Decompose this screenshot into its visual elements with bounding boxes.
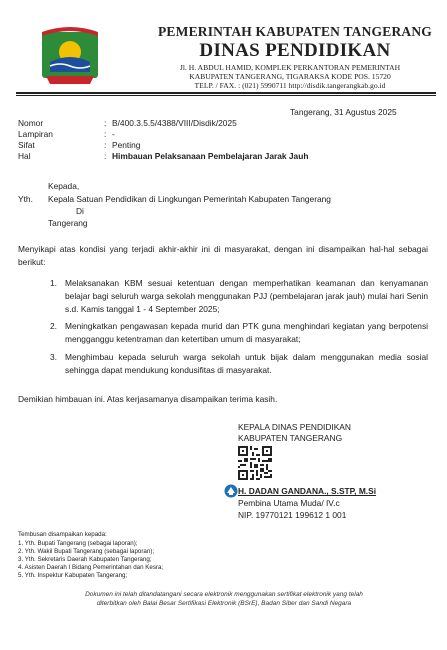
qr-code xyxy=(238,446,272,480)
meta-value-lampiran: - xyxy=(112,129,115,139)
meta-value-sifat: Penting xyxy=(112,140,141,150)
meta-label-lampiran: Lampiran xyxy=(18,129,53,139)
meta-label-hal: Hal xyxy=(18,151,31,161)
meta-colon: : xyxy=(104,118,107,128)
list-item-number: 2. xyxy=(50,321,57,331)
recipient-place: Tangerang xyxy=(48,218,88,228)
regency-emblem xyxy=(40,22,100,86)
recipient-yth: Yth. xyxy=(18,194,33,204)
recipient-name: Kepala Satuan Pendidikan di Lingkungan Pemerintah Kabupaten Tangerang xyxy=(48,194,331,204)
signature-name: H. DADAN GANDANA., S.STP, M.Si xyxy=(238,486,377,496)
signature-nip: NIP. 19770121 199612 1 001 xyxy=(238,510,347,520)
kop-address-line-2: KABUPATEN TANGERANG, TIGARAKSA KODE POS. 15720 xyxy=(189,72,391,81)
cc-item: 1. Yth. Bupati Tangerang (sebagai laporan); xyxy=(18,540,138,547)
recipient-kepada: Kepada, xyxy=(48,181,80,191)
list-item-text: Menghimbau kepada seluruh warga sekolah untuk bijak dalam menggunakan media sosial sehingga dapat mendukung kondusifitas di masyarakat. xyxy=(65,352,428,375)
e-signature-notice-line-2: diterbitkan oleh Balai Besar Sertifikasi Elektronik (BSrE), Badan Siber dan Sandi Negara xyxy=(96,600,352,607)
e-signature-notice xyxy=(20,590,428,608)
kop-contact: TELP. / FAX. : (021) 5990711 http://disdik.tangerangkab.go.id xyxy=(194,81,386,90)
meta-colon: : xyxy=(104,140,107,150)
signature-title-2: KABUPATEN TANGERANG xyxy=(238,433,343,443)
closing-paragraph: Demikian himbauan ini. Atas kerjasamanya disampaikan terima kasih. xyxy=(18,394,278,404)
cc-heading: Tembusan disampaikan kepada: xyxy=(18,531,107,538)
e-signature-notice-line-1: Dokumen ini telah ditandatangani secara elektronik menggunakan sertifikat elektronik yang telah xyxy=(85,591,363,598)
cc-item: 3. Yth. Sekretaris Daerah Kabupaten Tangerang; xyxy=(18,556,152,563)
cc-item: 4. Asisten Daerah I Bidang Pemerintahan dan Kesra; xyxy=(18,564,164,571)
cc-item: 5. Yth. Inspektur Kabupaten Tangerang; xyxy=(18,572,128,579)
recipient-di: Di xyxy=(76,206,84,216)
meta-value-hal: Himbauan Pelaksanaan Pembelajaran Jarak Jauh xyxy=(112,151,309,161)
kop-government-name: PEMERINTAH KABUPATEN TANGERANG xyxy=(157,24,433,39)
intro-paragraph: Menyikapi atas kondisi yang terjadi akhir-akhir ini di masyarakat, dengan ini disampaikan hal-hal sebagai berikut: xyxy=(18,244,428,267)
cc-item: 2. Yth. Wakil Bupati Tangerang (sebagai laporan); xyxy=(18,548,155,555)
signature-title-1: KEPALA DINAS PENDIDIKAN xyxy=(238,422,351,432)
list-item-number: 3. xyxy=(50,352,57,362)
list-item-2 xyxy=(20,320,428,346)
list-item-1 xyxy=(20,277,428,316)
meta-label-nomor: Nomor xyxy=(18,118,44,128)
list-item-text: Melaksanakan KBM sesuai ketentuan dengan memperhatikan keamanan dan kenyamanan belajar bagi seluruh warga sekolah menggunakan PJJ (pembelajaran jarak jauh) mulai hari Senin s.d. Kamis tanggal 1 - 4 September 2025; xyxy=(65,278,428,314)
kop-divider-thick xyxy=(16,92,436,94)
meta-colon: : xyxy=(104,129,107,139)
list-item-3 xyxy=(20,351,428,377)
kop-address-line-1: Jl. H. ABDUL HAMID, KOMPLEK PERKANTORAN PEMERINTAH xyxy=(179,63,401,72)
signature-rank: Pembina Utama Muda/ IV.c xyxy=(238,498,340,508)
kop-agency-name: DINAS PENDIDIKAN xyxy=(199,40,391,61)
meta-value-nomor: B/400.3.5.5/4388/VIII/Disdik/2025 xyxy=(112,118,237,128)
list-item-text: Meningkatkan pengawasan kepada murid dan PTK guna menghindari kegiatan yang berpotensi mengganggu ketentraman dan ketertiban umum di masyarakat; xyxy=(65,321,428,344)
bsre-logo-icon xyxy=(224,484,238,498)
letter-date: Tangerang, 31 Agustus 2025 xyxy=(290,107,397,117)
meta-label-sifat: Sifat xyxy=(18,140,35,150)
meta-colon: : xyxy=(104,151,107,161)
kop-divider-thin xyxy=(16,95,436,96)
list-item-number: 1. xyxy=(50,278,57,288)
